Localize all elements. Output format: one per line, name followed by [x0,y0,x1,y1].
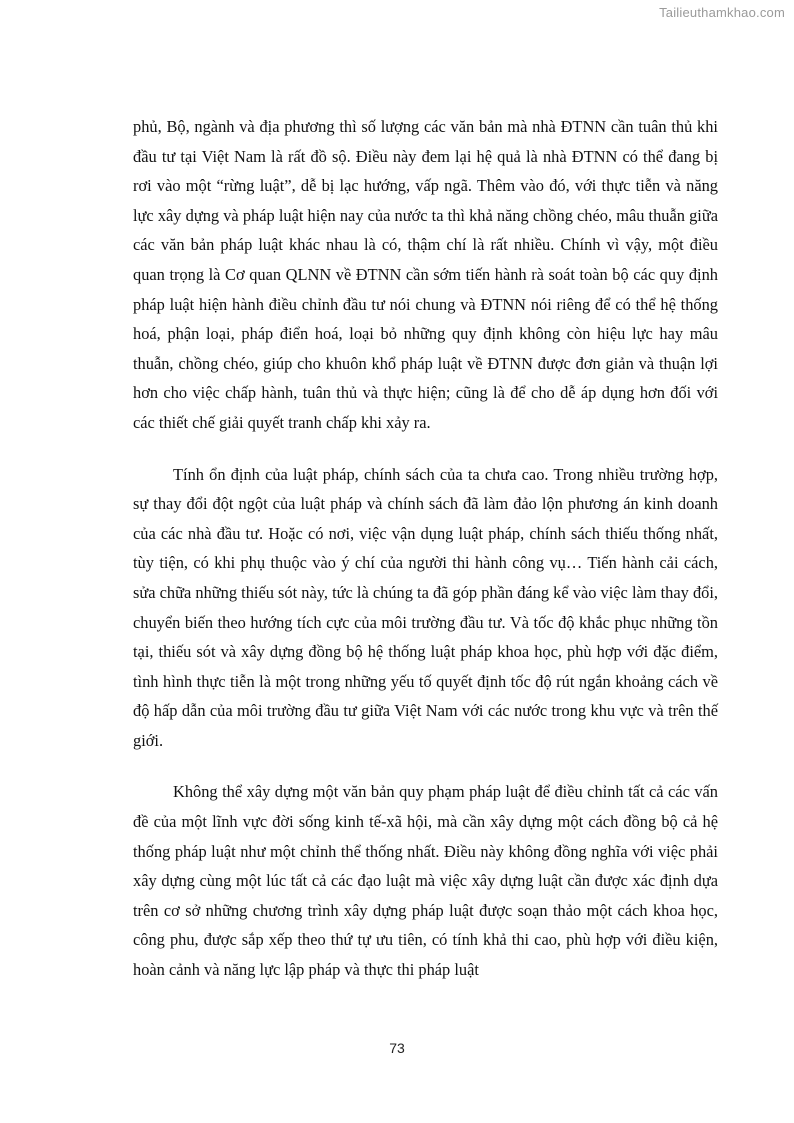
paragraph-gap [133,755,718,777]
paragraph-3: Không thể xây dựng một văn bản quy phạm pháp luật để điều chỉnh tất cả các vấn đề của một lĩnh vực đời sống kinh tế-xã hội, mà cần xây dựng một cách đồng bộ cả hệ thống pháp luật như một chỉnh thể thống nhất. Điều này không đồng nghĩa với việc phải xây dựng cùng một lúc tất cả các đạo luật mà việc xây dựng luật cần được xác định dựa trên cơ sở những chương trình xây dựng pháp luật được soạn thảo một cách khoa học, công phu, được sắp xếp theo thứ tự ưu tiên, có tính khả thi cao, phù hợp với điều kiện, hoàn cảnh và năng lực lập pháp và thực thi pháp luật [133,782,718,980]
paragraph-1: phủ, Bộ, ngành và địa phương thì số lượng các văn bản mà nhà ĐTNN cần tuân thủ khi đầu tư tại Việt Nam là rất đồ sộ. Điều này đem lại hệ quả là nhà ĐTNN có thể đang bị rơi vào một “rừng luật”, dễ bị lạc hướng, vấp ngã. Thêm vào đó, với thực tiễn và năng lực xây dựng và pháp luật hiện nay của nước ta thì khả năng chồng chéo, mâu thuẫn giữa các văn bản pháp luật khác nhau là có, thậm chí là rất nhiều. Chính vì vậy, một điều quan trọng là Cơ quan QLNN về ĐTNN cần sớm tiến hành rà soát toàn bộ các quy định pháp luật hiện hành điều chỉnh đầu tư nói chung và ĐTNN nói riêng để có thể hệ thống hoá, phận loại, pháp điển hoá, loại bỏ những quy định không còn hiệu lực hay mâu thuẫn, chồng chéo, giúp cho khuôn khổ pháp luật về ĐTNN được đơn giản và thuận lợi hơn cho việc chấp hành, tuân thủ và thực hiện; cũng là để cho dễ áp dụng hơn đối với các thiết chế giải quyết tranh chấp khi xảy ra. [133,117,718,432]
watermark: Tailieuthamkhao.com [659,5,785,20]
page-body [133,112,718,985]
page-number: 73 [389,1040,405,1056]
paragraph-2: Tính ổn định của luật pháp, chính sách của ta chưa cao. Trong nhiều trường hợp, sự thay đổi đột ngột của luật pháp và chính sách đã làm đảo lộn phương án kinh doanh của các nhà đầu tư. Hoặc có nơi, việc vận dụng luật pháp, chính sách thiếu thống nhất, tùy tiện, có khi phụ thuộc vào ý chí của người thi hành công vụ… Tiến hành cải cách, sửa chữa những thiếu sót này, tức là chúng ta đã góp phần đáng kể vào việc làm thay đổi, chuyển biến theo hướng tích cực của môi trường đầu tư. Và tốc độ khắc phục những tồn tại, thiếu sót và xây dựng đồng bộ hệ thống luật pháp khoa học, phù hợp với đặc điểm, tình hình thực tiễn là một trong những yếu tố quyết định tốc độ rút ngắn khoảng cách về độ hấp dẫn của môi trường đầu tư giữa Việt Nam với các nước trong khu vực và trên thế giới. [133,464,718,750]
paragraph-gap [133,438,718,460]
